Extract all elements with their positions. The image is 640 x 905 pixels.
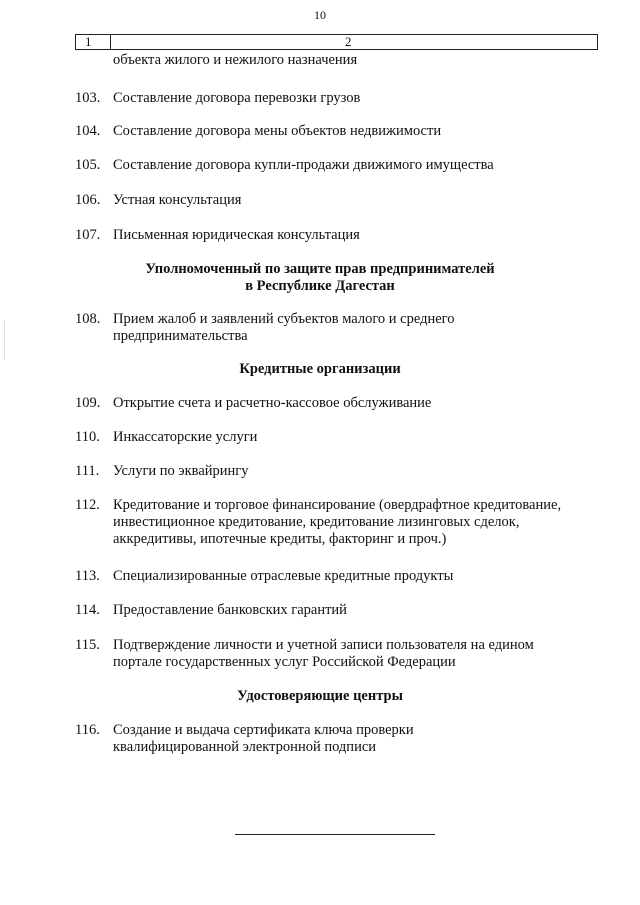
table-border-right (597, 35, 598, 49)
item-number: 116. (75, 722, 100, 738)
item-text-line1: Создание и выдача сертификата ключа проверки (113, 722, 414, 738)
item-text-line1: Прием жалоб и заявлений субъектов малого и среднего (113, 311, 455, 327)
item-text: Письменная юридическая консультация (113, 227, 360, 243)
item-number: 112. (75, 497, 100, 513)
item-text: Устная консультация (113, 192, 242, 208)
item-text: Услуги по эквайрингу (113, 463, 249, 479)
item-text: Открытие счета и расчетно-кассовое обслуживание (113, 395, 432, 411)
item-text: Специализированные отраслевые кредитные продукты (113, 568, 454, 584)
item-number: 104. (75, 123, 101, 139)
item-number: 110. (75, 429, 100, 445)
item-number: 107. (75, 227, 101, 243)
item-text-line3: аккредитивы, ипотечные кредиты, факторинг и проч.) (113, 531, 447, 547)
section-heading-credit: Кредитные организации (239, 361, 401, 377)
section-heading-certification: Удостоверяющие центры (237, 688, 403, 704)
item-text-line2: портале государственных услуг Российской Федерации (113, 654, 456, 670)
item-text: Предоставление банковских гарантий (113, 602, 347, 618)
item-text: Составление договора купли-продажи движимого имущества (113, 157, 494, 173)
item-number: 105. (75, 157, 101, 173)
item-text-line2: инвестиционное кредитование, кредитование лизинговых сделок, (113, 514, 520, 530)
continuation-text: объекта жилого и нежилого назначения (113, 52, 358, 68)
table-column-divider (110, 35, 111, 49)
item-text: Составление договора мены объектов недвижимости (113, 123, 442, 139)
item-text-line1: Кредитование и торговое финансирование (овердрафтное кредитование, (113, 497, 562, 513)
item-number: 114. (75, 602, 100, 618)
table-header-row (75, 34, 598, 50)
item-number: 106. (75, 192, 101, 208)
item-number: 113. (75, 568, 100, 584)
item-text-line1: Подтверждение личности и учетной записи пользователя на едином (113, 637, 534, 653)
item-text-line2: предпринимательства (113, 328, 248, 344)
item-number: 109. (75, 395, 101, 411)
item-text: Составление договора перевозки грузов (113, 90, 361, 106)
section-heading-ombudsman-line2: в Республике Дагестан (245, 278, 395, 294)
table-border-left (75, 35, 76, 49)
item-number: 103. (75, 90, 101, 106)
item-number: 111. (75, 463, 100, 479)
scan-margin-mark (4, 320, 5, 360)
section-heading-ombudsman-line1: Уполномоченный по защите прав предпринимателей (145, 261, 495, 277)
item-number: 108. (75, 311, 101, 327)
table-header-col2: 2 (345, 34, 352, 49)
item-text-line2: квалифицированной электронной подписи (113, 739, 377, 755)
item-text: Инкассаторские услуги (113, 429, 258, 445)
table-header-col1: 1 (85, 34, 92, 49)
end-of-document-rule (235, 834, 435, 835)
page-number: 10 (314, 8, 326, 22)
item-number: 115. (75, 637, 100, 653)
